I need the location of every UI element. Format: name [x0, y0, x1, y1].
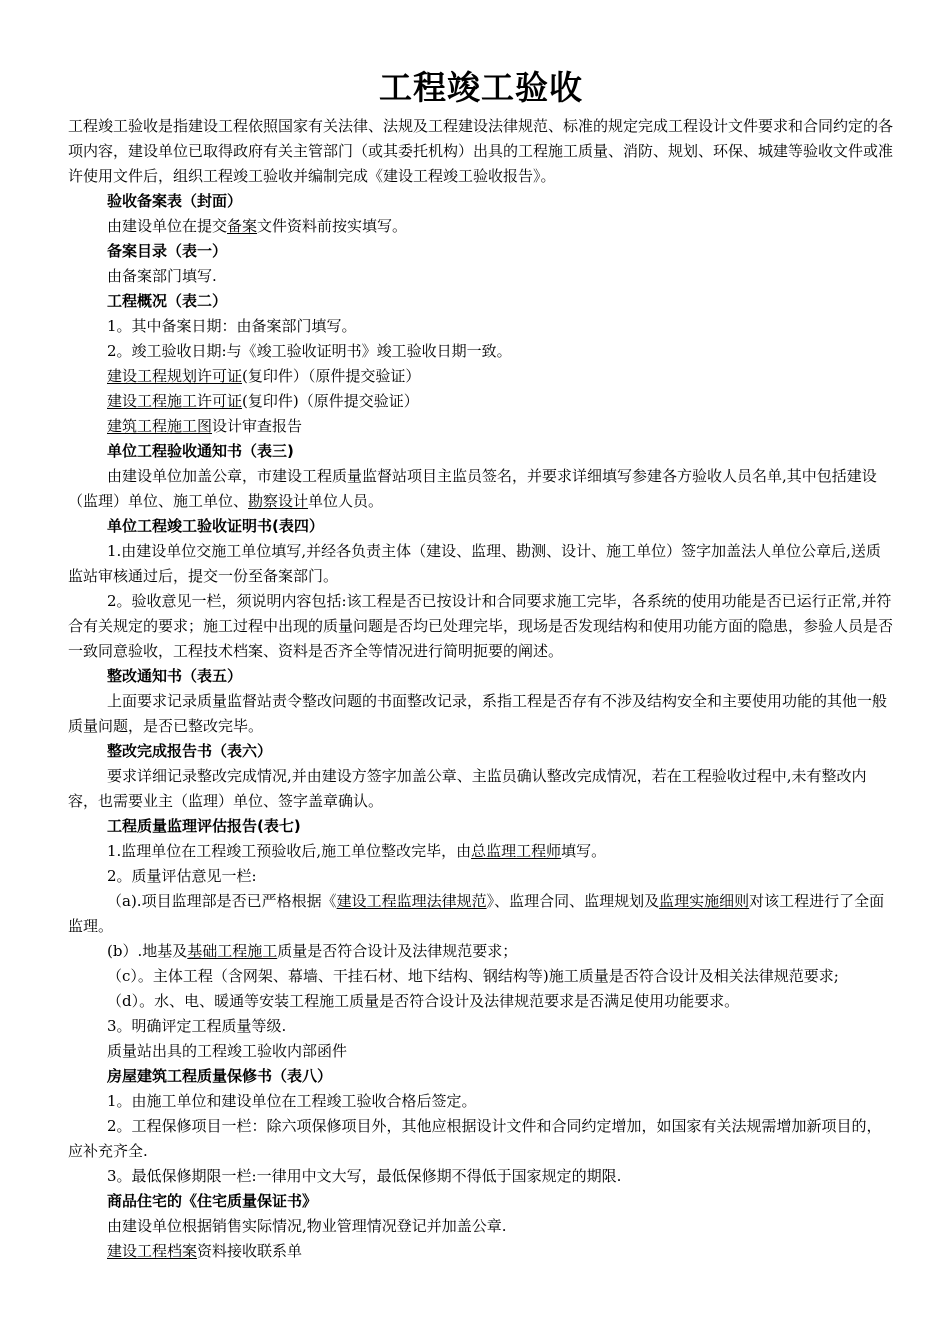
- paragraph: 建筑工程施工图设计审查报告: [107, 417, 303, 435]
- paragraph: 3。最低保修期限一栏:一律用中文大写，最低保修期不得低于国家规定的期限.: [107, 1167, 622, 1185]
- paragraph: 由建设单位在提交备案文件资料前按实填写。: [107, 217, 408, 235]
- paragraph: 2。验收意见一栏，须说明内容包括:该工程是否已按设计和合同要求施工完毕，各系统的使用功能是否已运行正常,并符合有关规定的要求；施工过程中出现的质量问题是否均已处理完毕，现场是否发现结构和使用功能方面的隐患，参验人员是否一致同意验收，工程技术档案、资料是否齐全等情况进行简明扼要的阐述。: [68, 592, 894, 660]
- paragraph: 2。工程保修项目一栏：除六项保修项目外，其他应根据设计文件和合同约定增加，如国家有关法规需增加新项目的，应补充齐全.: [68, 1117, 882, 1160]
- paragraph: 1.监理单位在工程竣工预验收后,施工单位整改完毕，由总监理工程师填写。: [107, 842, 607, 860]
- underlined-term: 建设工程档案: [107, 1242, 198, 1260]
- paragraph: 建设工程规划许可证(复印件）（原件提交验证）: [107, 367, 421, 385]
- intro-paragraph: 工程竣工验收是指建设工程依照国家有关法律、法规及工程建设法律规范、标准的规定完成工程设计文件要求和合同约定的各项内容，建设单位已取得政府有关主管部门（或其委托机构）出具的工程施工质量、消防、规划、环保、城建等验收文件或准许使用文件后，组织工程竣工验收并编制完成《建设工程竣工验收报告》。: [68, 117, 894, 185]
- underlined-term: 建设工程监理法律规范: [336, 892, 487, 910]
- paragraph: 3。明确评定工程质量等级.: [107, 1017, 287, 1035]
- paragraph: 1。其中备案日期：由备案部门填写。: [107, 317, 357, 335]
- paragraph: (b）.地基及基础工程施工质量是否符合设计及法律规范要求；: [107, 942, 518, 960]
- section-heading: 备案目录（表一）: [107, 242, 228, 260]
- page-title: 工程竣工验收: [379, 68, 583, 107]
- paragraph: 2。质量评估意见一栏:: [107, 867, 257, 885]
- underlined-term: 建设工程规划许可证: [107, 367, 243, 385]
- section-heading: 工程质量监理评估报告(表七): [107, 817, 301, 835]
- underlined-term: 建筑工程施工图: [107, 417, 213, 435]
- paragraph: （c）。主体工程（含网架、幕墙、干挂石材、地下结构、钢结构等)施工质量是否符合设计及相关法律规范要求;: [107, 967, 839, 985]
- paragraph: 要求详细记录整改完成情况,并由建设方签字加盖公章、主监员确认整改完成情况，若在工程验收过程中,未有整改内容，也需要业主（监理）单位、签字盖章确认。: [68, 767, 867, 810]
- underlined-term: 备案: [227, 217, 258, 235]
- section-heading: 单位工程验收通知书（表三): [107, 442, 294, 460]
- paragraph: 建设工程档案资料接收联系单: [107, 1242, 303, 1260]
- section-heading: 单位工程竣工验收证明书(表四）: [107, 517, 324, 535]
- paragraph: （a).项目监理部是否已严格根据《建设工程监理法律规范》、监理合同、监理规划及监理实施细则对该工程进行了全面监理。: [68, 892, 885, 935]
- section-heading: 验收备案表（封面）: [107, 192, 243, 210]
- paragraph: 由备案部门填写.: [107, 267, 217, 285]
- underlined-term: 基础工程施工: [187, 942, 278, 960]
- underlined-term: 总监理工程师: [471, 842, 562, 860]
- paragraph: 1.由建设单位交施工单位填写,并经各负责主体（建设、监理、勘测、设计、施工单位）签字加盖法人单位公章后,送质监站审核通过后，提交一份至备案部门。: [68, 542, 881, 585]
- underlined-term: 勘察设计: [248, 492, 309, 510]
- paragraph: 1。由施工单位和建设单位在工程竣工验收合格后签定。: [107, 1092, 477, 1110]
- paragraph: 上面要求记录质量监督站责令整改问题的书面整改记录，系指工程是否存有不涉及结构安全和主要使用功能的其他一般质量问题，是否已整改完毕。: [68, 692, 888, 735]
- section-heading: 工程概况（表二）: [107, 292, 228, 310]
- paragraph: 质量站出具的工程竣工验收内部函件: [107, 1042, 348, 1060]
- paragraph: 由建设单位根据销售实际情况,物业管理情况登记并加盖公章.: [107, 1217, 507, 1235]
- underlined-term: 建设工程施工许可证: [107, 392, 243, 410]
- underlined-term: 监理实施细则: [659, 892, 750, 910]
- paragraph: 2。竣工验收日期:与《竣工验收证明书》竣工验收日期一致。: [107, 342, 512, 360]
- paragraph: 建设工程施工许可证(复印件)（原件提交验证）: [107, 392, 419, 410]
- section-heading: 整改通知书（表五）: [107, 667, 243, 685]
- section-heading: 整改完成报告书（表六）: [107, 742, 273, 760]
- paragraph: 由建设单位加盖公章，市建设工程质量监督站项目主监员签名，并要求详细填写参建各方验收人员名单,其中包括建设（监理）单位、施工单位、勘察设计单位人员。: [68, 467, 877, 510]
- paragraph: （d）。水、电、暖通等安装工程施工质量是否符合设计及法律规范要求是否满足使用功能要求。: [107, 992, 740, 1010]
- section-heading: 房屋建筑工程质量保修书（表八）: [107, 1067, 333, 1085]
- section-heading: 商品住宅的《住宅质量保证书》: [107, 1192, 318, 1210]
